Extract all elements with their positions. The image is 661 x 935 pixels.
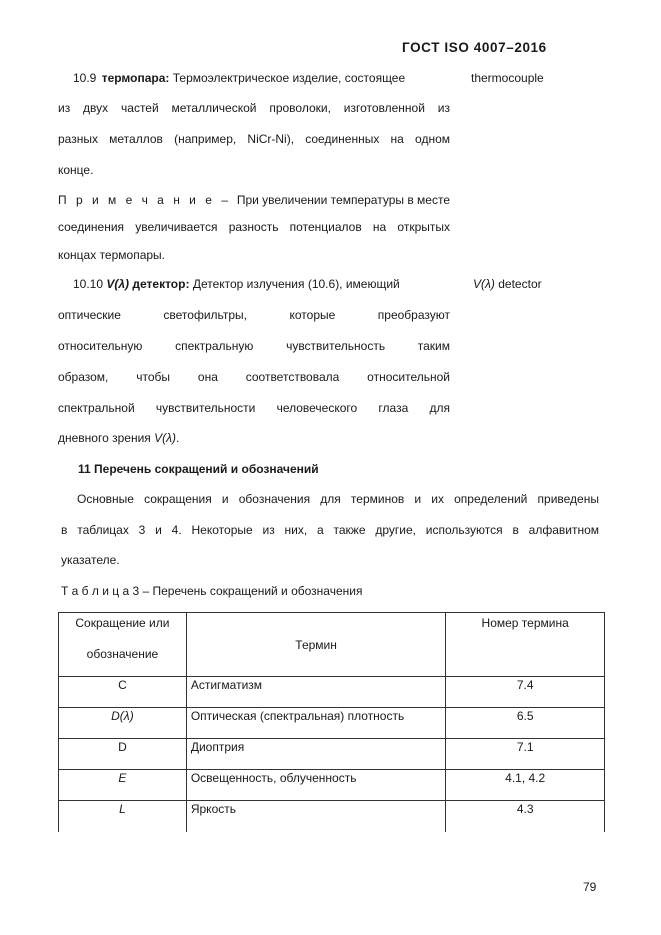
cell-term: Диоптрия [186,739,445,770]
entry-text: дневного зрения [58,431,155,445]
cell-term-number: 6.5 [446,708,605,739]
document-code: ГОСТ ISO 4007–2016 [402,40,547,55]
english-symbol: V(λ) [473,277,495,291]
page-number: 79 [583,880,597,894]
header-abbreviation-line1: Сокращение или [75,616,170,630]
entry-term: детектор: [132,277,190,291]
cell-abbreviation: D [59,739,187,770]
cell-term: Астигматизм [186,677,445,708]
table-row [59,801,605,832]
entry-text-line: образом, чтобы она соответствовала относительной [58,370,450,384]
table-row [59,770,605,801]
entry-english-term [473,277,542,291]
entry-text-line: из двух частей металлической проволоки, изготовленной из [58,101,450,115]
header-abbreviation-line2: обозначение [86,647,159,661]
cell-abbreviation: L [59,801,187,832]
entry-text-line [58,431,179,445]
abbreviations-table [58,612,605,832]
header-abbreviation [59,613,187,677]
cell-term: Оптическая (спектральная) плотность [186,708,445,739]
cell-term-number: 7.4 [446,677,605,708]
entry-text-line: конце. [58,163,94,177]
entry-symbol: V(λ) [154,431,177,445]
entry-number: 10.10 [73,277,104,291]
cell-abbreviation: E [59,770,187,801]
note-label: П р и м е ч а н и е – [58,193,231,207]
entry-term-symbol: V(λ) [106,277,130,291]
entry-text-line: спектральной чувствительности человеческого глаза для [58,401,450,415]
entry-number: 10.9 [73,71,97,85]
entry-text-line: относительную спектральную чувствительность таким [58,339,450,353]
entry-text-line: разных металлов (например, NiCr-Ni), соединенных на одном [58,132,450,146]
header-term: Термин [186,613,445,677]
cell-abbreviation: D(λ) [59,708,187,739]
entry-text-line: оптические светофильтры, которые преобразуют [58,308,450,322]
entry-text: Термоэлектрическое изделие, состоящее [172,71,406,85]
note-text-line: концах термопары. [58,248,166,262]
section-paragraph-line: указателе. [61,553,120,567]
table-caption: Т а б л и ц а 3 – Перечень сокращений и обозначения [61,584,363,598]
cell-term: Освещенность, облученность [186,770,445,801]
cell-term-number: 4.1, 4.2 [446,770,605,801]
table-row [59,739,605,770]
note-text-line: соединения увеличивается разность потенциалов на открытых [58,220,450,234]
note-first-line [58,193,450,207]
entry-text: Детектор излучения (10.6), имеющий [192,277,400,291]
table-row [59,677,605,708]
header-term-number: Номер термина [446,613,605,677]
section-paragraph-line: в таблицах 3 и 4. Некоторые из них, а также другие, используются в алфавитном [61,523,599,537]
section-paragraph-line: Основные сокращения и обозначения для терминов и их определений приведены [77,492,599,506]
entry-10-9-first-line [73,71,405,85]
table-row [59,708,605,739]
entry-text: . [176,431,180,445]
section-heading: 11 Перечень сокращений и обозначений [78,462,319,476]
cell-term-number: 4.3 [446,801,605,832]
entry-10-10-first-line [73,277,400,291]
note-text: При увеличении температуры в месте [236,193,450,207]
cell-term-number: 7.1 [446,739,605,770]
entry-english-term: thermocouple [471,71,544,85]
entry-term: термопара: [101,71,170,85]
table-header-row [59,613,605,677]
english-word: detector [498,277,542,291]
cell-abbreviation: C [59,677,187,708]
cell-term: Яркость [186,801,445,832]
